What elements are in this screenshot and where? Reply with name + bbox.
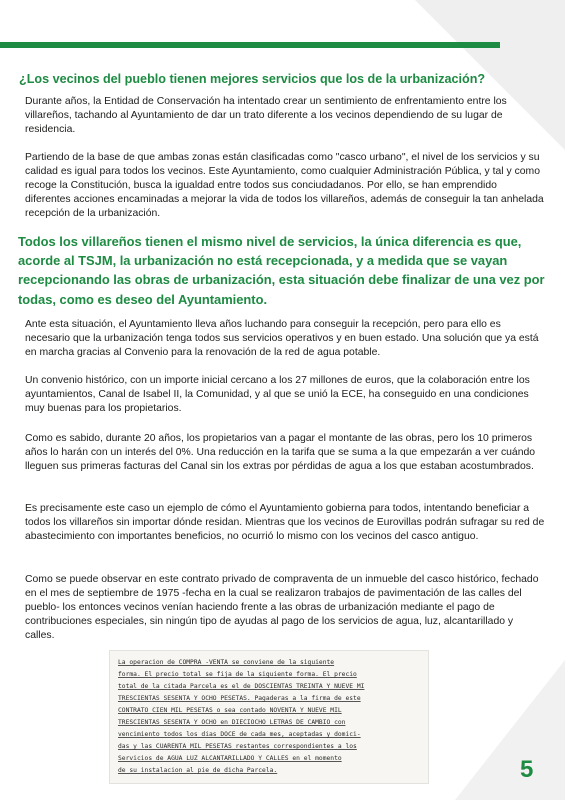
contract-line: CONTRATO CIEN MIL PESETAS o sea contado NOVENTA Y NUEVE MIL [118,707,342,714]
section-heading: ¿Los vecinos del pueblo tienen mejores servicios que los de la urbanización? [19,72,486,86]
paragraph: Como es sabido, durante 20 años, los propietarios van a pagar el montante de las obras, pero los 10 primeros años lo harán con un interés del 0%. Una reducción en la tarifa que se suma a la que empezarán a ver cuándo lleguen sus primeras facturas del Canal sin los extras por pérdidas de agua a los que estaban acostumbrados. [25,433,536,472]
highlight-quote: Todos los villareños tienen el mismo nivel de servicios, la única diferencia es que, acorde al TSJM, la urbanización no está recepcionada, y a medida que se vayan recepcionando las obras de urbanización, esta situación debe finalizar de una vez por todas, como es deseo del Ayuntamiento. [18,234,545,307]
corner-decoration-bottom [455,660,565,800]
contract-line: TRESCIENTAS SESENTA Y OCHO PESETAS. Pagaderas a la firma de este [118,695,361,702]
paragraph: Ante esta situación, el Ayuntamiento lleva años luchando para conseguir la recepción, pero para ello es necesario que la urbanización tenga todos sus servicios operativos y en buen estado. Una solución que ya está en marcha gracias al Convenio para la renovación de la red de agua potable. [25,319,539,358]
contract-excerpt-image [110,651,428,783]
contract-line: das y las CUARENTA MIL PESETAS restantes correspondientes a los [118,743,357,750]
paragraph: Es precisamente este caso un ejemplo de cómo el Ayuntamiento gobierna para todos, intentando beneficiar a todos los villareños sin importar dónde residan. Mientras que los vecinos de Eurovillas podrán sufragar su red de abastecimiento con importantes beneficios, no ocurrió lo mismo con los vecinos del casco antiguo. [25,503,545,542]
paragraph: Durante años, la Entidad de Conservación ha intentado crear un sentimiento de enfrentamiento entre los villareños, tachando al Ayuntamiento de dar un trato diferente a los vecinos dependiendo de su lugar de residencia. [25,96,507,135]
contract-line: vencimiento todos los dias DOCE de cada mes, aceptadas y domici- [118,731,361,738]
paragraph: Partiendo de la base de que ambas zonas están clasificadas como "casco urbano", el nivel de los servicios y su calidad es igual para todos los vecinos. Este Ayuntamiento, como cualquier Administración Pública, y tal y como recoge la Constitución, busca la igualdad entre todos sus conciudadanos. Por ello, se han emprendido diferentes acciones encaminadas a mejorar la vida de todos los villareños, además de conseguir la tan anhelada recepción de la urbanización. [25,152,544,219]
contract-line: forma. El precio total se fija de la siguiente forma. El precio [118,671,357,678]
paragraph: Un convenio histórico, con un importe inicial cercano a los 27 millones de euros, que la colaboración entre los ayuntamientos, Canal de Isabel II, la Comunidad, y al que se unió la ECE, ha conseguido en una condiciones muy buenas para los propietarios. [25,375,530,414]
contract-line: Servicios de AGUA LUZ ALCANTARILLADO Y CALLES en el momento [118,755,342,762]
paragraph: Como se puede observar en este contrato privado de compraventa de un inmueble del casco histórico, fechado en el mes de septiembre de 1975 -fecha en la cual se realizaron trabajos de pavimentación de las calles del pueblo- los entonces vecinos venían haciendo frente a las obras de urbanización mediante el pago de contribuciones especiales, sin ningún tipo de ayudas al pago de los servicios de agua, luz, alcantarillado y calles. [25,574,539,641]
contract-line: La operacion de COMPRA -VENTA se conviene de la siguiente [118,659,335,666]
contract-line: total de la citada Parcela es el de DOSCIENTAS TREINTA Y NUEVE MI [118,683,365,690]
top-rule [0,42,500,48]
contract-line: de su instalacion al pie de dicha Parcela. [118,767,278,774]
contract-line: TRESCIENTAS SESENTA Y OCHO en DIECIOCHO LETRAS DE CAMBIO con [118,719,346,726]
page-number: 5 [520,756,534,783]
